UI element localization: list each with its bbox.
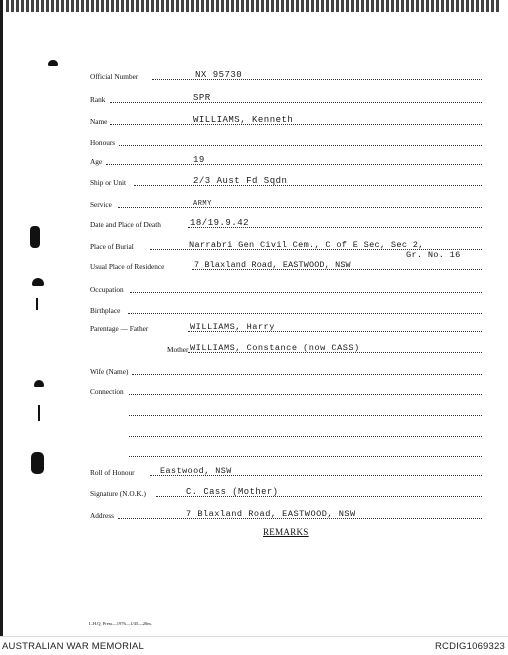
death-row <box>0 216 508 230</box>
ship-or-unit-value: 2/3 Aust Fd Sqdn <box>193 176 288 186</box>
rank-label: Rank <box>90 95 106 104</box>
service-label: Service <box>90 200 112 209</box>
service-value: ARMY <box>193 200 212 208</box>
dotted-leader <box>129 394 482 395</box>
dotted-leader <box>128 313 482 314</box>
dotted-leader <box>129 415 482 416</box>
birthplace-label: Birthplace <box>90 306 121 315</box>
dotted-leader <box>119 145 482 146</box>
ship-or-unit-label: Ship or Unit <box>90 178 127 187</box>
printer-imprint: L.H.Q. Press—1976—1/45—20m. <box>89 621 152 626</box>
connection-blank-line <box>0 404 508 418</box>
dotted-leader <box>118 207 482 208</box>
official-number-value: NX 95730 <box>195 70 243 80</box>
birthplace-row <box>0 302 508 316</box>
dotted-leader <box>110 102 482 103</box>
archive-footer <box>0 636 508 655</box>
scanned-top-edge <box>6 0 500 12</box>
dotted-leader <box>129 436 482 437</box>
address-label: Address <box>90 511 114 520</box>
mother-value: WILLIAMS, Constance (now CASS) <box>190 343 360 353</box>
residence-row <box>0 258 508 272</box>
father-row <box>0 320 508 334</box>
connection-blank-line <box>0 445 508 459</box>
connection-row <box>0 383 508 397</box>
honours-label: Honours <box>90 138 116 147</box>
father-value: WILLIAMS, Harry <box>190 322 275 332</box>
residence-value: 7 Blaxland Road, EASTWOOD, NSW <box>194 260 351 270</box>
dotted-leader <box>130 292 482 293</box>
signature-row <box>0 485 508 499</box>
remarks-heading: REMARKS <box>263 527 309 537</box>
age-row <box>0 153 508 167</box>
roll-of-honour-row <box>0 464 508 478</box>
name-row <box>0 113 508 127</box>
official-number-row <box>0 68 508 82</box>
name-label: Name <box>90 117 108 126</box>
roll-of-honour-label: Roll of Honour <box>90 468 135 477</box>
name-value: WILLIAMS, Kenneth <box>193 115 294 125</box>
death-value: 18/19.9.42 <box>190 218 250 228</box>
punch-mark <box>48 60 58 66</box>
archive-name: AUSTRALIAN WAR MEMORIAL <box>2 641 145 652</box>
burial-value: Narrabri Gen Civil Cem., C of E Sec, Sec 2, <box>189 240 424 250</box>
residence-label: Usual Place of Residence <box>90 262 165 271</box>
connection-blank-line <box>0 425 508 439</box>
wife-label: Wife (Name) <box>90 367 129 376</box>
dotted-leader <box>134 185 482 186</box>
burial-grave-number: Gr. No. 16 <box>406 250 461 260</box>
father-label: Parentage — Father <box>90 324 149 333</box>
honours-row <box>0 134 508 148</box>
address-row <box>0 507 508 521</box>
dotted-leader <box>132 374 482 375</box>
mother-label: Mother <box>167 345 189 354</box>
signature-value: C. Cass (Mother) <box>186 487 279 497</box>
wife-row <box>0 363 508 377</box>
dotted-leader <box>106 164 482 165</box>
rank-row <box>0 91 508 105</box>
service-row <box>0 196 508 210</box>
mother-row <box>0 341 508 355</box>
occupation-row <box>0 281 508 295</box>
connection-label: Connection <box>90 387 124 396</box>
signature-label: Signature (N.O.K.) <box>90 489 146 498</box>
death-label: Date and Place of Death <box>90 220 161 229</box>
occupation-label: Occupation <box>90 285 124 294</box>
official-number-label: Official Number <box>90 72 139 81</box>
age-value: 19 <box>193 155 205 165</box>
dotted-leader <box>129 456 482 457</box>
address-value: 7 Blaxland Road, EASTWOOD, NSW <box>186 509 356 519</box>
rank-value: SPR <box>193 93 211 103</box>
roll-of-honour-value: Eastwood, NSW <box>160 466 232 476</box>
ship-or-unit-row <box>0 174 508 188</box>
record-id: RCDIG1069323 <box>435 641 505 652</box>
age-label: Age <box>90 157 103 166</box>
dotted-leader <box>110 124 482 125</box>
burial-label: Place of Burial <box>90 242 134 251</box>
